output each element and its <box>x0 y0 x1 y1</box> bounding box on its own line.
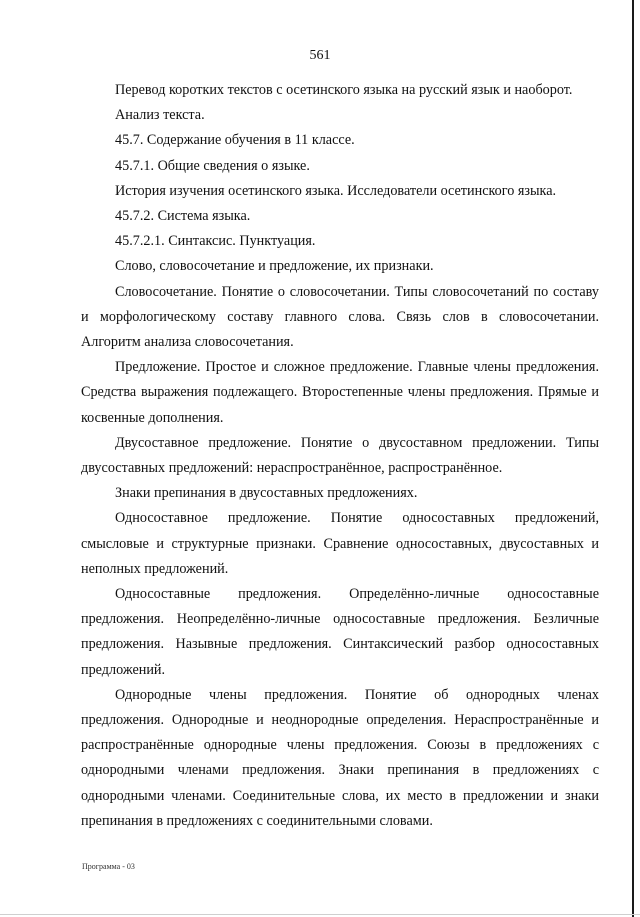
paragraph: Анализ текста. <box>115 107 205 124</box>
paragraph: Знаки препинания в двусоставных предложениях. <box>115 485 418 502</box>
paragraph: Однородные члены предложения. Понятие об однородных членах предложения. Однородные и неоднородные определения. Нераспространённые и распространённые однородные члены предложения. Союзы в предложениях с однородными членами предложения. Знаки препинания в предложениях с однородными членами. Соединительные слова, их место в предложении и знаки препинания в предложениях с соединительными словами. <box>81 686 599 829</box>
paragraph: Словосочетание. Понятие о словосочетании. Типы словосочетаний по составу и морфологическому составу главного слова. Связь слов в словосочетании. Алгоритм анализа словосочетания. <box>81 283 599 351</box>
paragraph: Предложение. Простое и сложное предложение. Главные члены предложения. Средства выражения подлежащего. Второстепенные члены предложения. Прямые и косвенные дополнения. <box>81 359 599 426</box>
section-heading: 45.7.2.1. Синтаксис. Пунктуация. <box>115 233 316 250</box>
paragraph: Односоставные предложения. Определённо-личные односоставные предложения. Неопределённо-личные односоставные предложения. Безличные предложения. Назывные предложения. Синтаксический разбор односоставных предложений. <box>81 586 599 678</box>
section-heading: 45.7. Содержание обучения в 11 классе. <box>115 132 355 149</box>
section-heading: 45.7.2. Система языка. <box>115 208 251 225</box>
section-heading: 45.7.1. Общие сведения о языке. <box>115 157 310 174</box>
paragraph: История изучения осетинского языка. Исследователи осетинского языка. <box>115 182 557 199</box>
paragraph: Двусоставное предложение. Понятие о двусоставном предложении. Типы двусоставных предложений: нераспространённое, распространённое. <box>81 434 599 477</box>
paragraph: Перевод коротких текстов с осетинского языка на русский язык и наоборот. <box>115 82 573 98</box>
paragraph: Слово, словосочетание и предложение, их признаки. <box>115 258 434 275</box>
page-edge-bottom <box>0 914 640 915</box>
page-number: 561 <box>309 48 331 63</box>
document-body <box>81 78 599 834</box>
footer-label: Программа - 03 <box>82 862 135 871</box>
paragraph: Односоставное предложение. Понятие односоставных предложений, смысловые и структурные признаки. Сравнение односоставных, двусоставных и неполных предложений. <box>81 510 599 577</box>
page-edge-right <box>632 0 634 917</box>
